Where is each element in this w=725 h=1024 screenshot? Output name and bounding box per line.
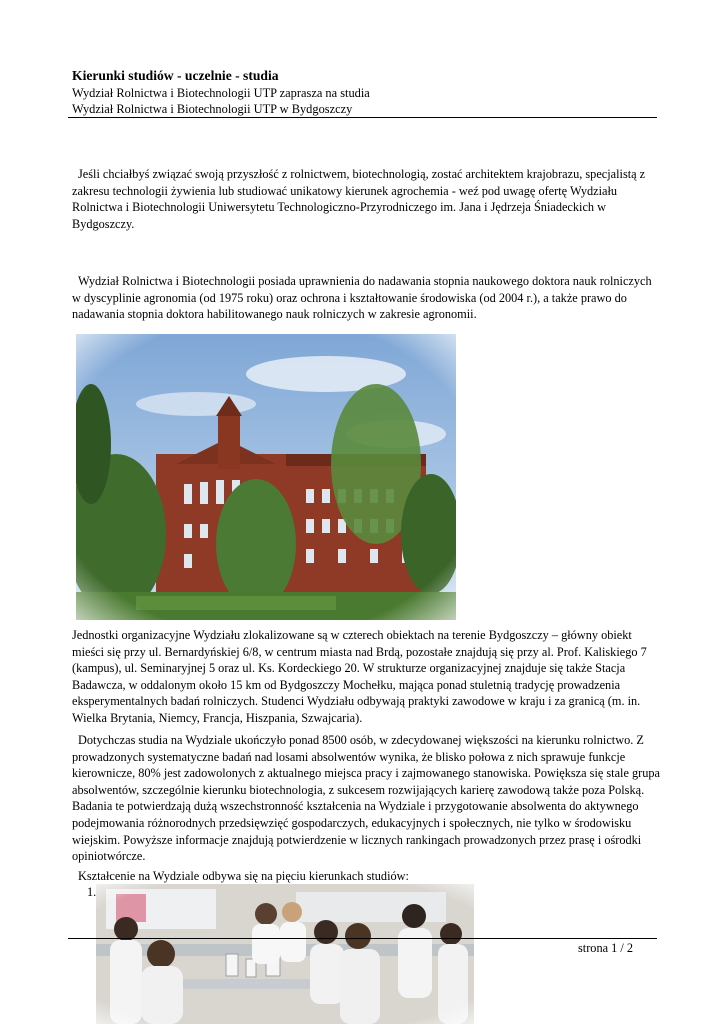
header-subtitle-2: Wydział Rolnictwa i Biotechnologii UTP w Bydgoszczy bbox=[72, 102, 353, 116]
fields-intro-paragraph: Kształcenie na Wydziale odbywa się na pięciu kierunkach studiów: bbox=[78, 869, 409, 883]
intro-paragraph: Jeśli chciałbyś związać swoją przyszłość z rolnictwem, biotechnologią, zostać architektem krajobrazu, specjalistą z zakresu technologii żywienia lub studiować unikatowy kierunek agrochemia - weź pod uwagę ofertę Wydziału Rolnictwa i Biotechnologii Uniwersytetu Technologiczno-Przyrodniczego im. Jana i Jędrzeja Śniadeckich w Bydgoszczy. bbox=[72, 167, 646, 231]
building-photo bbox=[76, 334, 456, 620]
page-number: strona 1 / 2 bbox=[578, 941, 633, 955]
footer-divider bbox=[68, 938, 657, 939]
laboratory-photo bbox=[96, 884, 474, 1024]
header-subtitle-1: Wydział Rolnictwa i Biotechnologii UTP zaprasza na studia bbox=[72, 86, 370, 100]
locations-paragraph: Jednostki organizacyjne Wydziału zlokalizowane są w czterech obiektach na terenie Bydgoszczy – główny obiekt mieści się przy ul. Bernardyńskiej 6/8, w centrum miasta nad Brdą, pozostałe znajdują się przy al. Prof. Kaliskiego 7 (kampus), ul. Seminaryjnej 5 oraz ul. Ks. Kordeckiego 20. W strukturze organizacyjnej znajduje się także Stacja Badawcza, w oddalonym około 15 km od Bydgoszczy Mochełku, mająca ponad stuletnią tradycję prowadzenia eksperymentalnych badań rolniczych. Studenci Wydziału odbywają praktyki zawodowe w kraju i za granicą (m. in. Wielka Brytania, Niemcy, Francja, Hiszpania, Szwajcaria). bbox=[72, 628, 647, 725]
list-number: 1. bbox=[87, 885, 97, 899]
graduates-paragraph: Dotychczas studia na Wydziale ukończyło ponad 8500 osób, w zdecydowanej większości na kierunku rolnictwo. Z prowadzonych systematyczne badań nad losami absolwentów wynika, że blisko połowa z nich sprawuje funkcje kierownicze, 80% jest zadowolonych z aktualnego miejsca pracy i zajmowanego stanowiska. Powiększa się stale grupa absolwentów, szczególnie kierunku biotechnologia, z sukcesem rozwijających karierę zawodową także poza Polską. Badania te potwierdzają dużą wszechstronność kształcenia na Wydziale i przygotowanie absolwenta do aktywnego podejmowania różnorodnych przedsięwzięć gospodarczych, edukacyjnych i społecznych, nie tylko w środowisku wiejskim. Powyższe informacje znajdują potwierdzenie w licznych rankingach prowadzonych przez prasę i ośrodki opiniotwórcze. bbox=[72, 733, 661, 864]
doctoral-rights-paragraph: Wydział Rolnictwa i Biotechnologii posiada uprawnienia do nadawania stopnia naukowego doktora nauk rolniczych w dyscyplinie agronomia (od 1975 roku) oraz ochrona i kształtowanie środowiska (od 2004 r.), a także prawo do nadawania stopnia doktora habilitowanego nauk rolniczych w zakresie agronomii. bbox=[72, 274, 652, 322]
header-divider bbox=[68, 117, 657, 118]
page-title: Kierunki studiów - uczelnie - studia bbox=[72, 68, 279, 83]
document-header bbox=[72, 67, 657, 117]
